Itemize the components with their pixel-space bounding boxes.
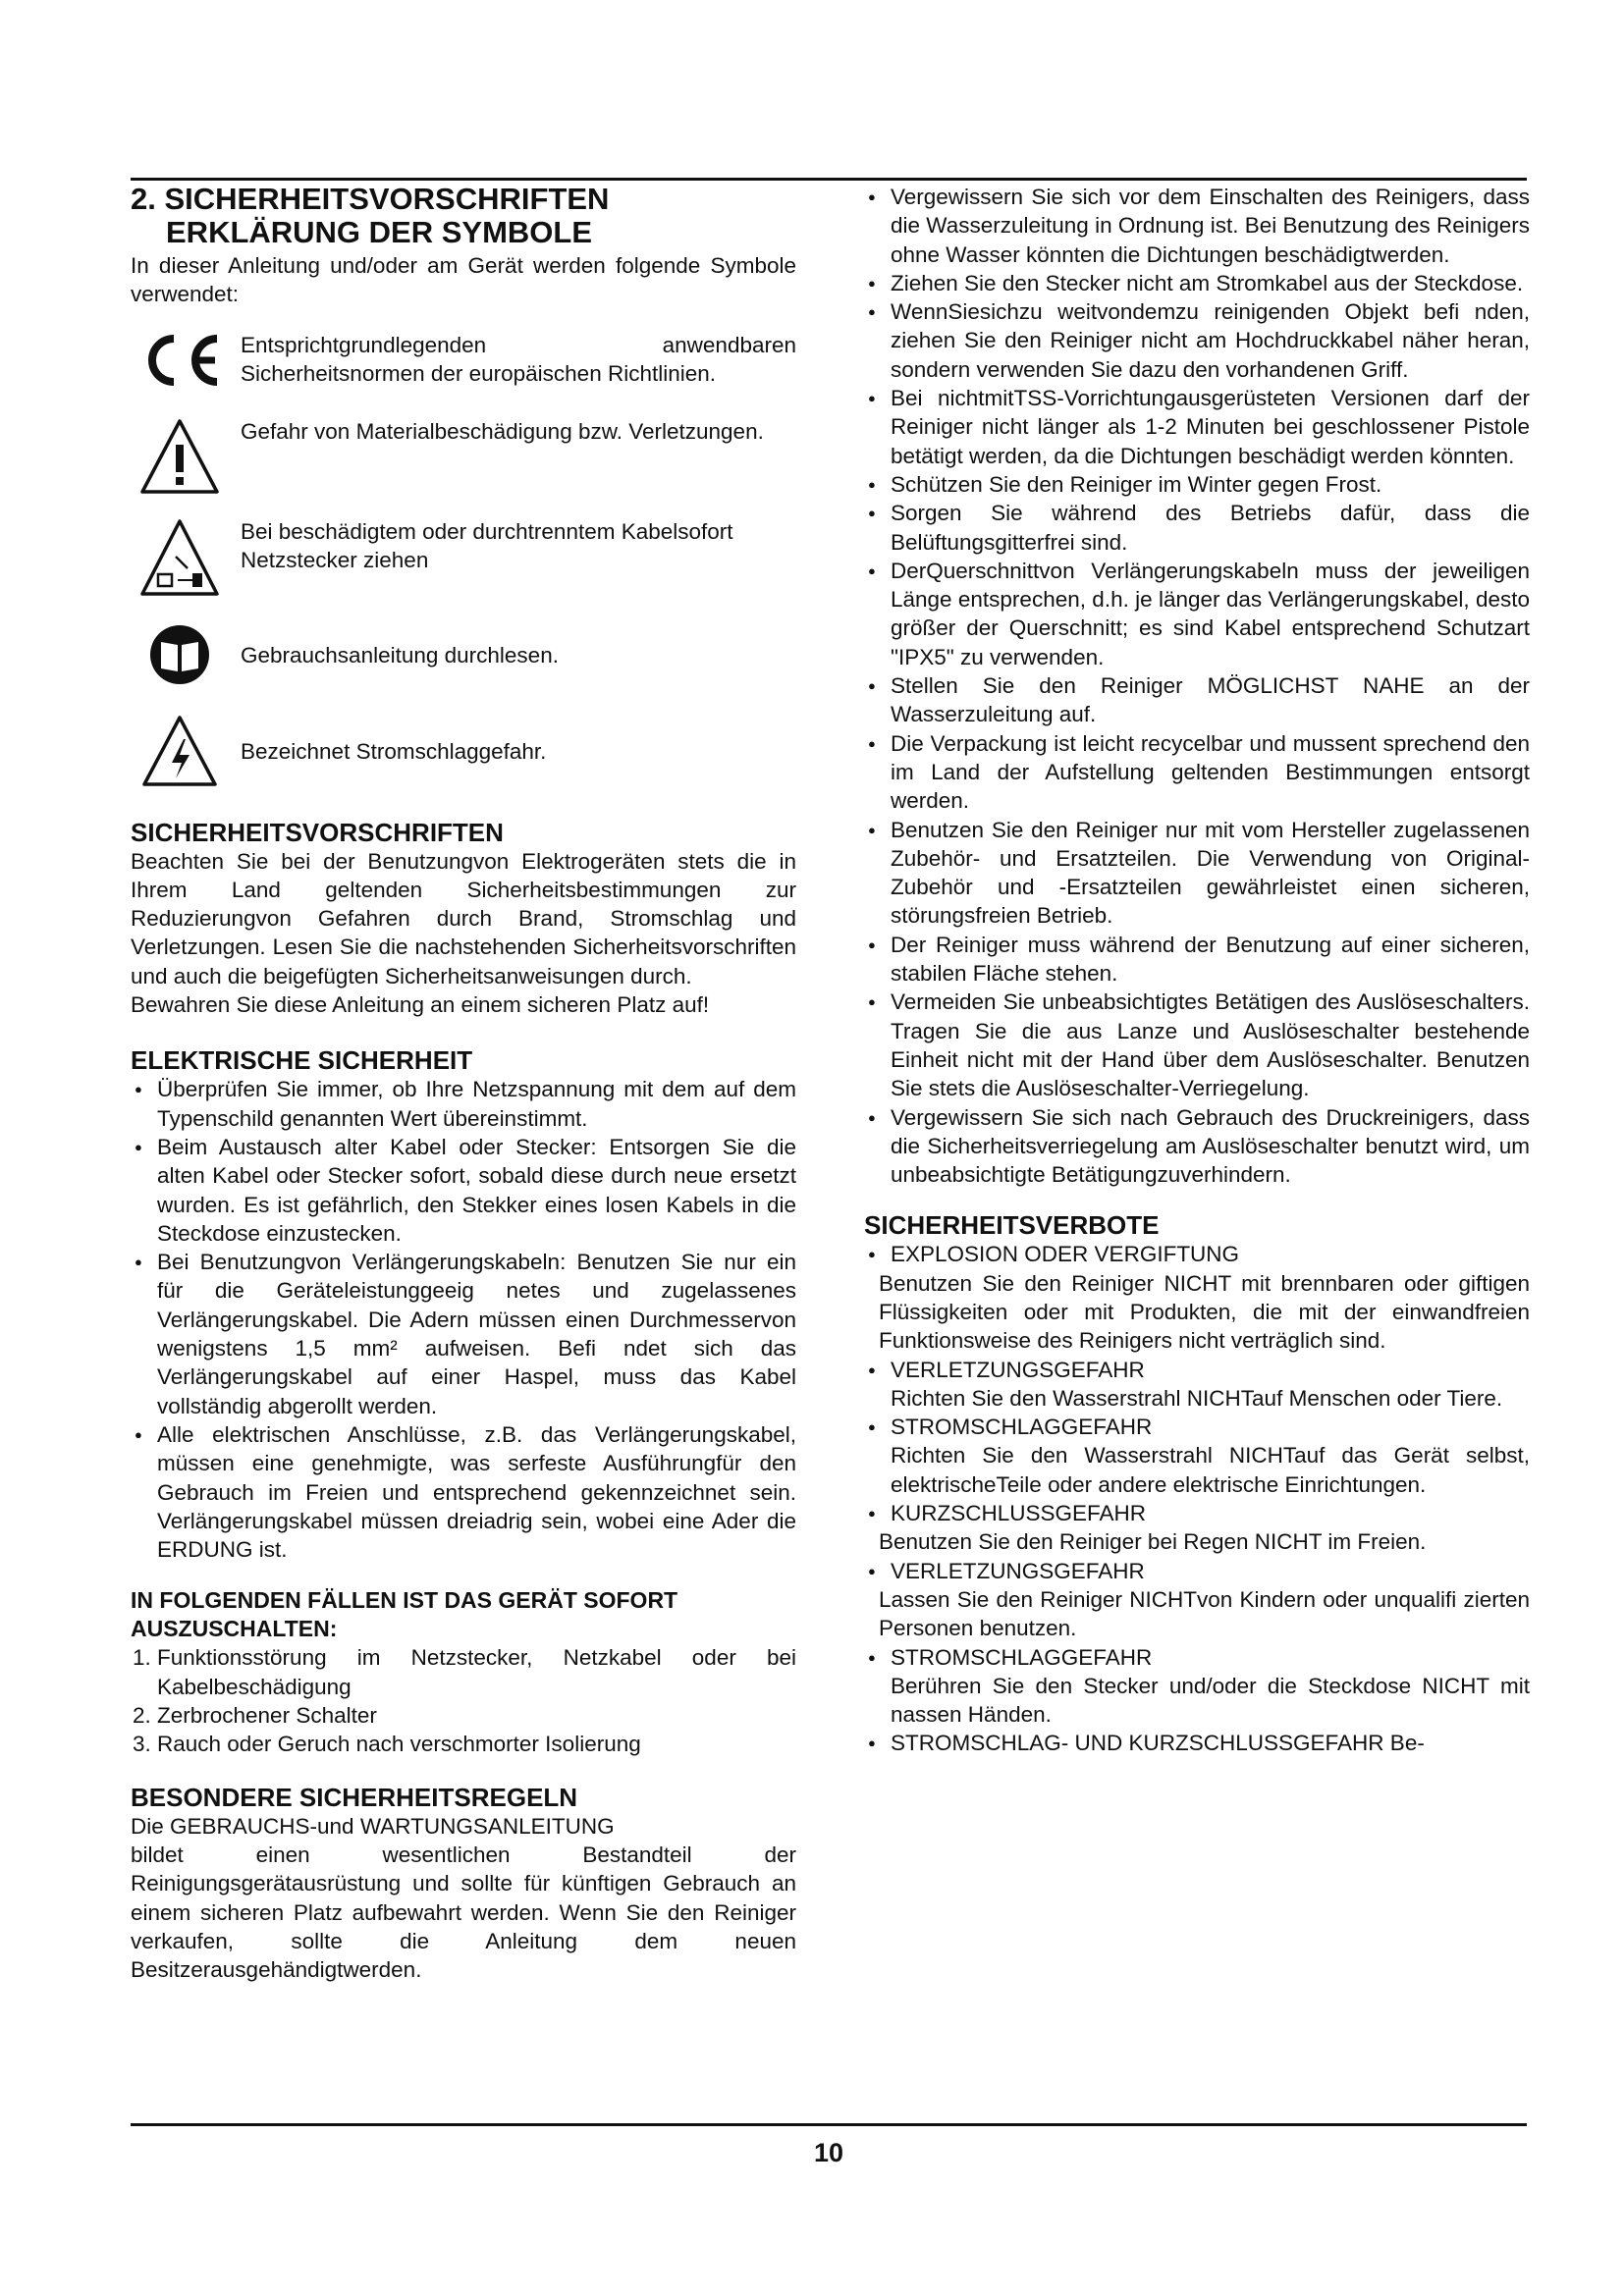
section-subtitle: ERKLÄRUNG DER SYMBOLE <box>166 215 593 249</box>
prohibition-text: Benutzen Sie den Reiniger bei Regen NICHT im Freien. <box>879 1529 1427 1555</box>
list-item: ● Vergewissern Sie sich nach Gebrauch des Druckreinigers, dass die Sicherheitsverriegelung am Auslöseschalter benutzt wird, um unbeabsichtigte Betätigungzuverhindern. <box>864 1103 1530 1190</box>
symbol-row-unplug <box>131 517 796 623</box>
warning-exclamation-icon <box>138 417 221 496</box>
list-number: 3. <box>133 1732 151 1757</box>
list-item: ● Sorgen Sie während des Betriebs dafür, dass die Belüftungsgitterfrei sind. <box>864 499 1530 557</box>
prohibitions-list-3 <box>864 1557 1530 1585</box>
prohibitions-heading: SICHERHEITSVERBOTE <box>864 1210 1160 1241</box>
list-item <box>131 1643 796 1701</box>
symbol-text-warning: Gefahr von Materialbeschädigung bzw. Verletzungen. <box>241 418 764 444</box>
manual-book-icon <box>148 623 211 686</box>
list-number: 2. <box>133 1703 151 1729</box>
list-item <box>131 1701 796 1730</box>
section-title: 2. SICHERHEITSVORSCHRIFTEN <box>131 182 610 216</box>
prohibition-title: EXPLOSION ODER VERGIFTUNG <box>891 1242 1240 1267</box>
prohibitions-list-2 <box>864 1356 1530 1528</box>
symbol-text-shock: Bezeichnet Stromschlaggefahr. <box>241 738 547 764</box>
prohibition-item <box>864 1356 1530 1414</box>
list-item: ● Vergewissern Sie sich vor dem Einschalten des Reinigers, dass die Wasserzuleitung in Ordnung ist. Bei Benutzung des Reinigers ohne Wasser könnten die Dichtungen beschädigtwerden. <box>864 183 1530 269</box>
symbol-row-manual <box>131 623 796 714</box>
list-text: Funktionsstörung im Netzstecker, Netzkabel oder bei Kabelbeschädigung <box>157 1645 796 1699</box>
prohibition-item <box>864 1240 1530 1268</box>
special-heading: BESONDERE SICHERHEITSREGELN <box>131 1782 578 1812</box>
prohibition-text: Berühren Sie den Stecker und/oder die Steckdose NICHT mit nassen Händen. <box>891 1673 1530 1728</box>
safety-heading: SICHERHEITSVORSCHRIFTEN <box>131 817 504 847</box>
symbol-row-ce <box>131 331 796 417</box>
list-item: ● Alle elektrischen Anschlüsse, z.B. das Verlängerungskabel, müssen eine genehmigte, was serfeste Ausführungfür den Gebrauch im Freien und entsprechend gekennzeichnet sein. Verlängerungskabel müssen dreiadrig sein, wobei eine Ader die ERDUNG ist. <box>131 1420 796 1564</box>
list-item: ● Bei Benutzungvon Verlängerungskabeln: Benutzen Sie nur ein für die Geräteleistunggeeig netes und zugelassenes Verlängerungskabel. Die Adern müssen einen Durchmesservon wenigstens 1,5 mm² aufweisen. Befi ndet sich das Verlängerungskabel auf einer Haspel, muss das Kabel vollständig abgerollt werden. <box>131 1248 796 1420</box>
list-item: ● Schützen Sie den Reiniger im Winter gegen Frost. <box>864 470 1530 499</box>
special-line-1: Die GEBRAUCHS-und WARTUNGSANLEITUNG <box>131 1813 615 1839</box>
page-number: 10 <box>813 2138 844 2167</box>
safety-paragraph-2: Bewahren Sie diese Anleitung an einem sicheren Platz auf! <box>131 992 710 1018</box>
list-item: ● Vermeiden Sie unbeabsichtigtes Betätigen des Auslöseschalters. Tragen Sie die aus Lanze und Auslöseschalter bestehende Einheit nicht mit der Hand über dem Auslöseschalter. Benutzen Sie stets die Auslöseschalter-Verriegelung. <box>864 988 1530 1102</box>
ce-mark-icon <box>135 331 225 390</box>
prohibition-text: Richten Sie den Wasserstrahl NICHTauf Menschen oder Tiere. <box>891 1385 1503 1411</box>
symbol-row-warning <box>131 417 796 517</box>
list-text: Zerbrochener Schalter <box>157 1703 377 1729</box>
list-text: Rauch oder Geruch nach verschmorter Isolierung <box>157 1732 641 1757</box>
prohibition-text: Lassen Sie den Reiniger NICHTvon Kindern oder unqualifi zierten Personen benutzen. <box>879 1586 1530 1641</box>
list-item: ● Überprüfen Sie immer, ob Ihre Netzspannung mit dem auf dem Typenschild genannten Wert übereinstimmt. <box>131 1075 796 1133</box>
prohibition-item <box>864 1413 1530 1499</box>
top-rule <box>131 178 1527 181</box>
list-item: ● Ziehen Sie den Stecker nicht am Stromkabel aus der Steckdose. <box>864 269 1530 297</box>
electrical-heading: ELEKTRISCHE SICHERHEIT <box>131 1045 473 1076</box>
list-item: ● Der Reiniger muss während der Benutzung auf einer sicheren, stabilen Fläche stehen. <box>864 931 1530 988</box>
prohibition-text: Richten Sie den Wasserstrahl NICHTauf das Gerät selbst, elektrischeTeile oder andere elektrische Einrichtungen. <box>891 1443 1530 1497</box>
electrical-list <box>131 1075 796 1564</box>
right-rules-list <box>864 183 1530 1189</box>
prohibition-item <box>864 1729 1530 1757</box>
list-item: ● WennSiesichzu weitvondemzu reinigenden Objekt befi nden, ziehen Sie den Reiniger nicht am Hochdruckkabel näher heran, sondern verwenden Sie dazu den vorhandenen Griff. <box>864 297 1530 384</box>
list-item: ● Bei nichtmitTSS-Vorrichtungausgerüsteten Versionen darf der Reiniger nicht länger als 1-2 Minuten bei geschlossener Pistole betätigt werden, da die Dichtungen beschädigt werden könnten. <box>864 384 1530 470</box>
list-item: ● Stellen Sie den Reiniger MÖGLICHST NAHE an der Wasserzuleitung auf. <box>864 671 1530 729</box>
shutdown-heading: IN FOLGENDEN FÄLLEN IST DAS GERÄT SOFORT AUSZUSCHALTEN: <box>131 1587 678 1642</box>
right-column <box>864 183 1530 1758</box>
prohibition-title: ● STROMSCHLAGGEFAHR <box>891 1644 1153 1670</box>
prohibition-title: ● STROMSCHLAG- UND KURZSCHLUSSGEFAHR Be- <box>891 1731 1425 1756</box>
list-item: ● Beim Austausch alter Kabel oder Stecker: Entsorgen Sie die alten Kabel oder Stecker sofort, sobald diese durch neue ersetzt wurden. Es ist gefährlich, den Stekker eines losen Kabels in die Steckdose einzustecken. <box>131 1133 796 1248</box>
list-item: ● Benutzen Sie den Reiniger nur mit vom Hersteller zugelassenen Zubehör- und Ersatzteilen. Die Verwendung von Original-Zubehör und -Ersatzteilen gewährleistet einen sicheren, störungsfreien Betrieb. <box>864 816 1530 931</box>
prohibition-title: ● VERLETZUNGSGEFAHR <box>891 1357 1145 1382</box>
prohibition-item <box>864 1499 1530 1527</box>
unplug-warning-icon <box>138 517 221 600</box>
prohibition-text: Benutzen Sie den Reiniger NICHT mit brennbaren oder giftigen Flüssigkeiten oder mit Produkten, die mit der einwandfreien Funktionsweise des Reinigers nicht verträglich sind. <box>879 1270 1530 1354</box>
left-column <box>131 183 796 1984</box>
prohibition-item <box>864 1643 1530 1730</box>
prohibition-title: ● STROMSCHLAGGEFAHR <box>891 1415 1153 1440</box>
bottom-rule <box>131 2123 1527 2126</box>
prohibition-title: ● VERLETZUNGSGEFAHR <box>891 1558 1145 1583</box>
symbol-row-shock <box>131 714 796 806</box>
list-item: ● Die Verpackung ist leicht recycelbar und mussent sprechend den im Land der Aufstellung geltenden Bestimmungen entsorgt werden. <box>864 729 1530 816</box>
symbol-text-manual: Gebrauchsanleitung durchlesen. <box>241 642 559 667</box>
symbols-intro: In dieser Anleitung und/oder am Gerät werden folgende Symbole verwendet: <box>131 253 796 307</box>
electric-shock-icon <box>140 714 219 788</box>
shutdown-list <box>131 1643 796 1758</box>
prohibitions-list-4 <box>864 1643 1530 1758</box>
symbol-text-ce: Entsprichtgrundlegenden anwendbaren Sicherheitsnormen der europäischen Richtlinien. <box>241 332 796 386</box>
special-body: bildet einen wesentlichen Bestandteil der Reinigungsgerätausrüstung und sollte für künftigen Gebrauch an einem sicheren Platz aufbewahrt werden. Wenn Sie den Reiniger verkaufen, sollte die Anleitung dem neuen Besitzerausgehändigtwerden. <box>131 1842 796 1983</box>
list-item <box>131 1730 796 1758</box>
prohibition-title: ● KURZSCHLUSSGEFAHR <box>891 1501 1147 1526</box>
list-item: ● DerQuerschnittvon Verlängerungskabeln muss der jeweiligen Länge entsprechen, d.h. je länger das Verlängerungskabel, desto größer der Querschnitt; es sind Kabel entsprechend Schutzart "IPX5" zu verwenden. <box>864 557 1530 671</box>
prohibitions-list <box>864 1240 1530 1268</box>
symbol-text-unplug: Bei beschädigtem oder durchtrenntem Kabelsofort Netzstecker ziehen <box>241 518 733 572</box>
safety-paragraph-1: Beachten Sie bei der Benutzungvon Elektrogeräten stets die in Ihrem Land geltenden Sicherheitsbestimmungen zur Reduzierungvon Gefahren durch Brand, Stromschlag und Verletzungen. Lesen Sie die nachstehenden Sicherheitsvorschriften und auch die beigefügten Sicherheitsanweisungen durch. <box>131 848 796 988</box>
prohibition-item <box>864 1557 1530 1585</box>
list-number: 1. <box>133 1645 151 1671</box>
